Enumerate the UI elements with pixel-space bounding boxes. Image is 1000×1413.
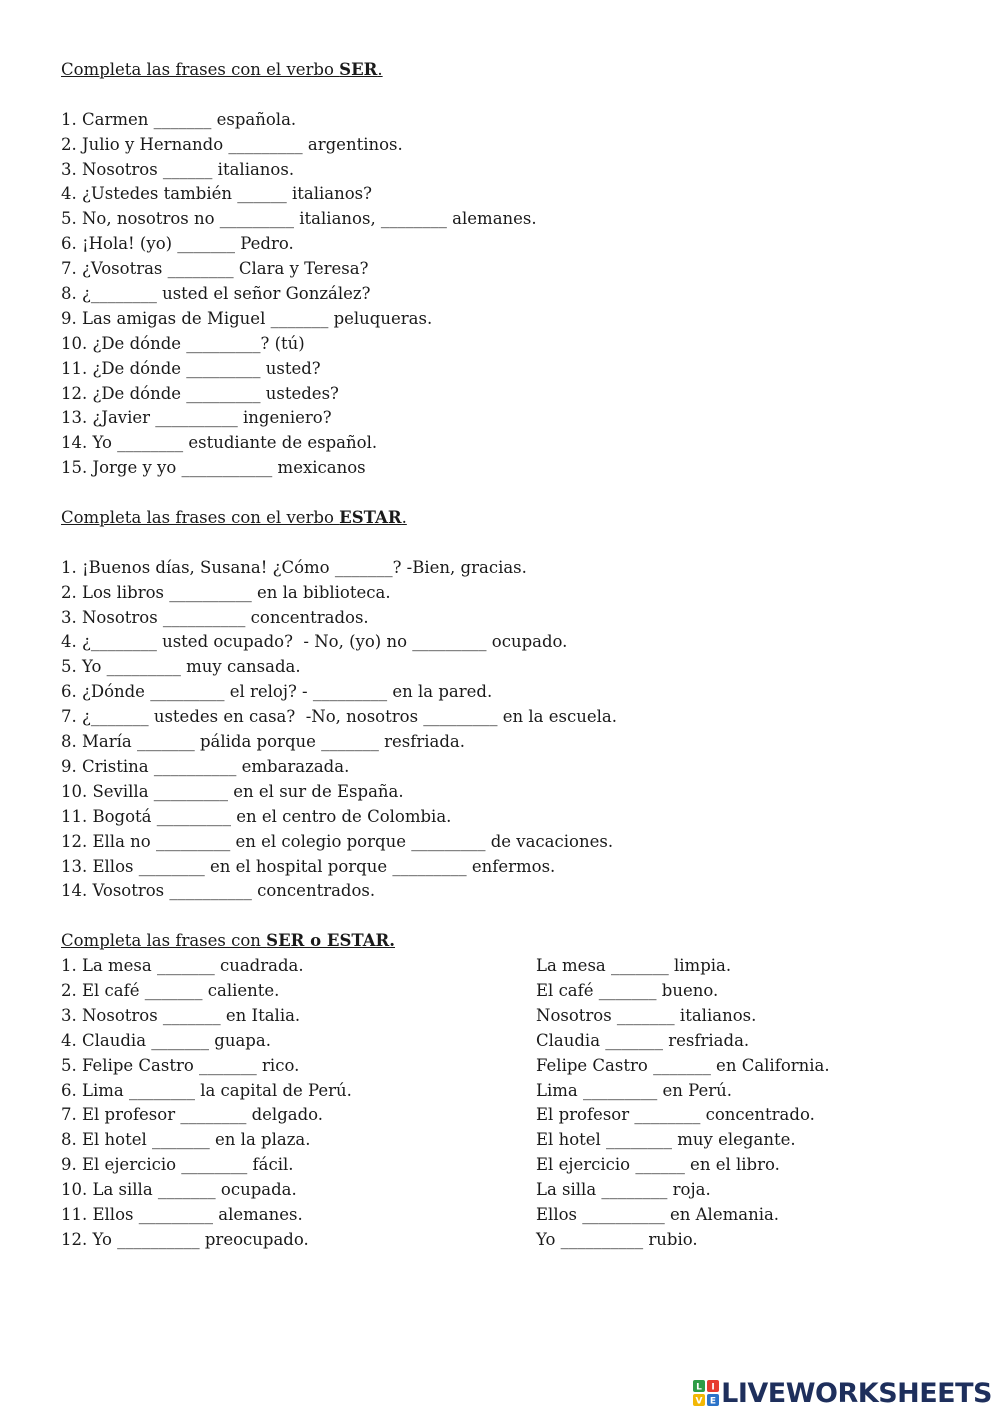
exercise-item-left: 4. Claudia _______ guapa. [61,1030,271,1050]
ser-section-heading [61,58,961,83]
ser-exercise-list [61,108,961,481]
exercise-item: 7. ¿Vosotras ________ Clara y Teresa? [61,259,369,279]
exercise-row [61,1079,961,1104]
exercise-item-right: La mesa _______ limpia. [536,956,732,976]
heading-verb: SER [339,60,378,79]
liveworksheets-logo-text: LIVEWORKSHEETS [721,1377,992,1409]
exercise-item-right: Felipe Castro _______ en California. [536,1055,830,1075]
exercise-row [61,1153,961,1178]
exercise-item-right: Nosotros _______ italianos. [536,1005,757,1025]
exercise-item: 12. Ella no _________ en el colegio porque _________ de vacaciones. [61,831,614,851]
exercise-item: 11. ¿De dónde _________ usted? [61,358,321,378]
exercise-item: 13. ¿Javier __________ ingeniero? [61,408,332,428]
ser-estar-section-heading [61,929,961,954]
exercise-item-left: 8. El hotel _______ en la plaza. [61,1130,311,1150]
exercise-item: 4. ¿Ustedes también ______ italianos? [61,184,372,204]
exercise-item-right: Claudia _______ resfriada. [536,1030,750,1050]
exercise-row [61,979,961,1004]
heading-suffix: . [377,60,383,79]
exercise-item: 15. Jorge y yo ___________ mexicanos [61,458,366,478]
exercise-item: 14. Vosotros __________ concentrados. [61,881,376,901]
svg-text:L: L [696,1382,703,1393]
exercise-item: 4. ¿________ usted ocupado? - No, (yo) no _________ ocupado. [61,632,568,652]
heading-verb: ESTAR [339,508,402,528]
exercise-item-right: Lima _________ en Perú. [536,1080,732,1100]
exercise-item-right: La silla ________ roja. [536,1180,711,1200]
worksheet [61,58,961,1253]
heading-suffix: . [401,508,407,528]
exercise-item-left: 12. Yo __________ preocupado. [61,1229,309,1249]
estar-section-heading [61,506,961,531]
exercise-row [61,1103,961,1128]
ser-estar-exercise-list [61,954,961,1253]
exercise-item: 9. Cristina __________ embarazada. [61,756,350,776]
exercise-item: 7. ¿_______ ustedes en casa? -No, nosotros _________ en la escuela. [61,707,617,727]
svg-text:I: I [711,1382,715,1393]
exercise-row [61,1178,961,1203]
exercise-item: 6. ¡Hola! (yo) _______ Pedro. [61,234,294,254]
exercise-row [61,1203,961,1228]
exercise-item: 13. Ellos ________ en el hospital porque _________ enfermos. [61,856,556,876]
heading-text: Completa las frases con el verbo [61,508,340,528]
exercise-row [61,1228,961,1253]
exercise-item-left: 3. Nosotros _______ en Italia. [61,1005,301,1025]
exercise-item-right: Yo __________ rubio. [536,1229,698,1249]
liveworksheets-logo-icon [693,1380,719,1406]
exercise-item-left: 1. La mesa _______ cuadrada. [61,956,304,976]
exercise-row [61,1029,961,1054]
estar-exercise-list [61,556,961,904]
exercise-item-left: 10. La silla _______ ocupada. [61,1180,297,1200]
exercise-item: 1. Carmen _______ española. [61,109,297,129]
heading-text: Completa las frases con el verbo [61,60,340,79]
exercise-item-right: Ellos __________ en Alemania. [536,1204,780,1224]
exercise-item: 14. Yo ________ estudiante de español. [61,433,378,453]
exercise-item: 12. ¿De dónde _________ ustedes? [61,383,339,403]
exercise-item: 8. María _______ pálida porque _______ resfriada. [61,732,466,752]
exercise-item-left: 6. Lima ________ la capital de Perú. [61,1080,352,1100]
exercise-item-right: El ejercicio ______ en el libro. [536,1155,780,1175]
exercise-item-left: 9. El ejercicio ________ fácil. [61,1155,294,1175]
exercise-item: 9. Las amigas de Miguel _______ peluqueras. [61,308,433,328]
exercise-item: 6. ¿Dónde _________ el reloj? - _________ en la pared. [61,682,493,702]
exercise-item: 2. Los libros __________ en la biblioteca. [61,582,391,602]
svg-text:E: E [710,1396,717,1406]
exercise-item-right: El hotel ________ muy elegante. [536,1130,796,1150]
exercise-item-left: 7. El profesor ________ delgado. [61,1105,324,1125]
liveworksheets-logo [693,1376,992,1410]
exercise-item: 2. Julio y Hernando _________ argentinos. [61,134,403,154]
exercise-item: 3. Nosotros __________ concentrados. [61,607,369,627]
exercise-item-right: El café _______ bueno. [536,980,719,1000]
heading-text: Completa las frases con [61,931,267,951]
exercise-item-left: 2. El café _______ caliente. [61,980,280,1000]
exercise-item-right: El profesor ________ concentrado. [536,1105,815,1125]
exercise-item-left: 11. Ellos _________ alemanes. [61,1204,303,1224]
exercise-row [61,1054,961,1079]
exercise-item: 3. Nosotros ______ italianos. [61,159,295,179]
svg-text:V: V [695,1396,703,1406]
exercise-item: 10. ¿De dónde _________? (tú) [61,333,305,353]
exercise-item: 5. Yo _________ muy cansada. [61,657,301,677]
exercise-item-left: 5. Felipe Castro _______ rico. [61,1055,300,1075]
exercise-row [61,954,961,979]
heading-verb: SER o ESTAR. [266,931,395,951]
exercise-item: 10. Sevilla _________ en el sur de España. [61,781,404,801]
exercise-item: 11. Bogotá _________ en el centro de Colombia. [61,806,452,826]
exercise-item: 8. ¿________ usted el señor González? [61,284,371,304]
exercise-item: 5. No, nosotros no _________ italianos, ________ alemanes. [61,209,537,229]
exercise-row [61,1004,961,1029]
exercise-item: 1. ¡Buenos días, Susana! ¿Cómo _______? -Bien, gracias. [61,557,527,577]
exercise-row [61,1128,961,1153]
